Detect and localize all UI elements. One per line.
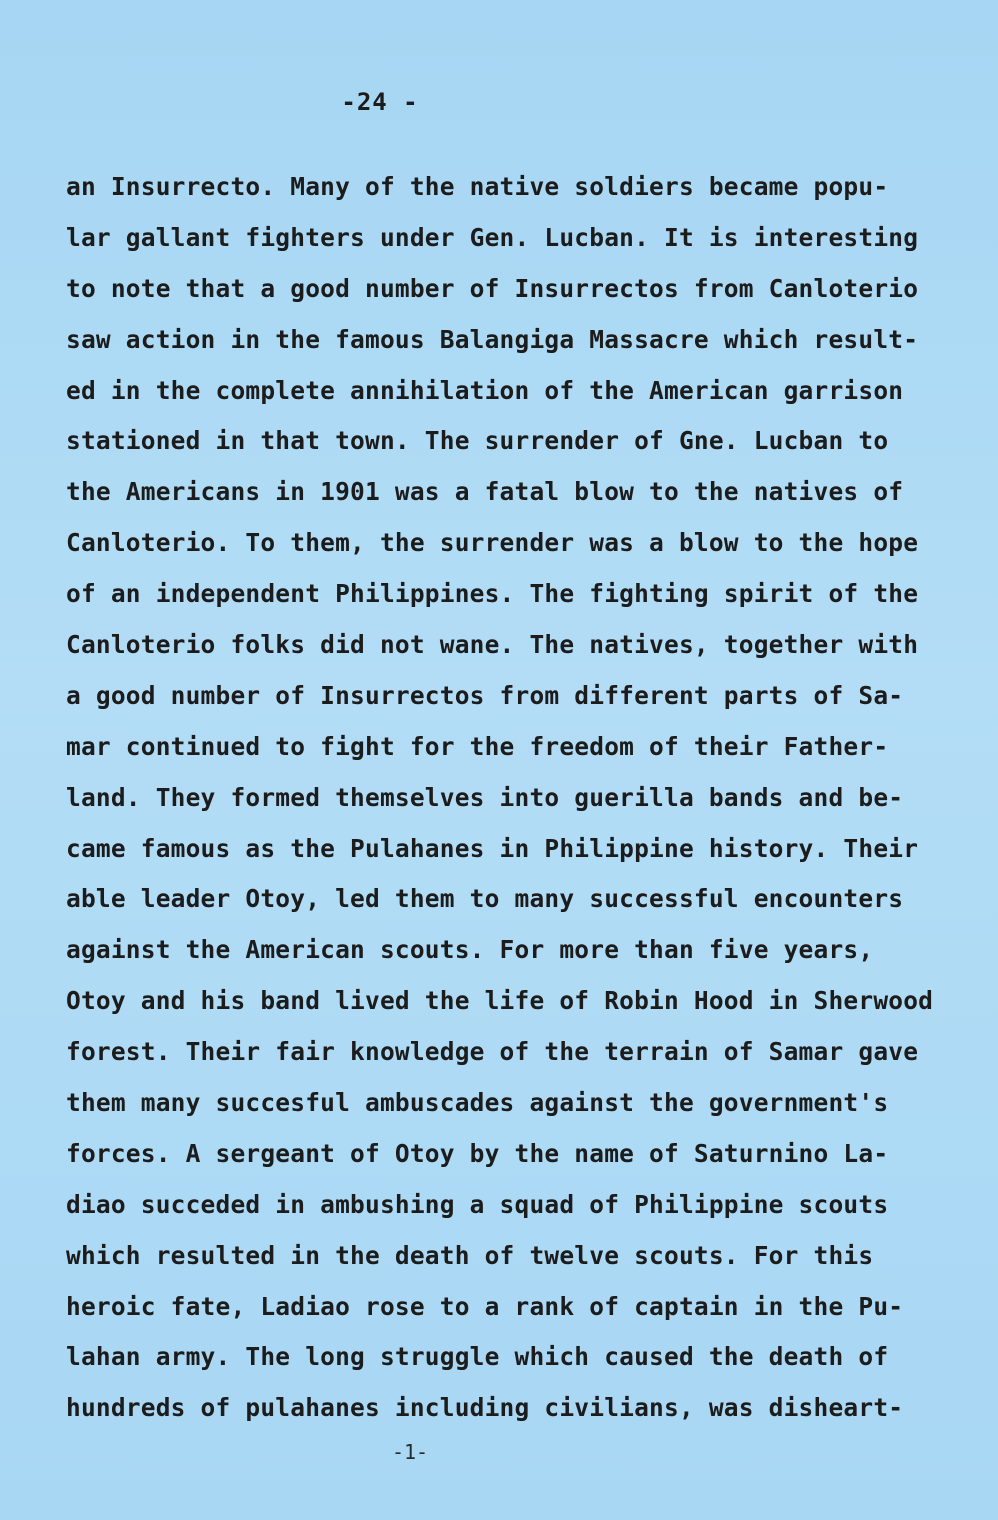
text-line: ed in the complete annihilation of the American garrison bbox=[66, 375, 904, 405]
page-number: -24 - bbox=[341, 88, 419, 116]
text-line: hundreds of pulahanes including civilians, was disheart- bbox=[66, 1393, 904, 1423]
text-line: forces. A sergeant of Otoy by the name of Saturnino La- bbox=[66, 1138, 889, 1168]
text-line: saw action in the famous Balangiga Massacre which result- bbox=[66, 324, 919, 354]
text-line: the Americans in 1901 was a fatal blow to the natives of bbox=[66, 477, 904, 507]
text-line: a good number of Insurrectos from different parts of Sa- bbox=[66, 680, 904, 710]
body-text bbox=[66, 162, 956, 1434]
text-line: which resulted in the death of twelve scouts. For this bbox=[66, 1240, 874, 1270]
text-line: lar gallant fighters under Gen. Lucban. It is interesting bbox=[66, 222, 919, 252]
text-line: Canloterio folks did not wane. The natives, together with bbox=[66, 630, 919, 660]
text-line: heroic fate, Ladiao rose to a rank of captain in the Pu- bbox=[66, 1291, 904, 1321]
text-line: lahan army. The long struggle which caused the death of bbox=[66, 1342, 889, 1372]
text-line: land. They formed themselves into guerilla bands and be- bbox=[66, 782, 904, 812]
text-line: able leader Otoy, led them to many successful encounters bbox=[66, 884, 904, 914]
text-line: an Insurrecto. Many of the native soldiers became popu- bbox=[66, 172, 889, 201]
text-line: Otoy and his band lived the life of Robin Hood in Sherwood bbox=[66, 986, 934, 1016]
text-line: them many succesful ambuscades against the government's bbox=[66, 1088, 889, 1118]
text-line: came famous as the Pulahanes in Philippine history. Their bbox=[66, 833, 919, 863]
text-line: diao succeded in ambushing a squad of Philippine scouts bbox=[66, 1189, 889, 1219]
text-line: against the American scouts. For more than five years, bbox=[66, 935, 874, 965]
text-line: Canloterio. To them, the surrender was a blow to the hope bbox=[66, 528, 919, 558]
text-line: of an independent Philippines. The fighting spirit of the bbox=[66, 579, 919, 609]
text-line: to note that a good number of Insurrectos from Canloterio bbox=[66, 273, 919, 303]
text-line: mar continued to fight for the freedom of their Father- bbox=[66, 731, 889, 761]
text-line: stationed in that town. The surrender of Gne. Lucban to bbox=[66, 426, 889, 456]
footer-page-mark: -1- bbox=[391, 1440, 429, 1464]
text-line: forest. Their fair knowledge of the terrain of Samar gave bbox=[66, 1037, 919, 1067]
